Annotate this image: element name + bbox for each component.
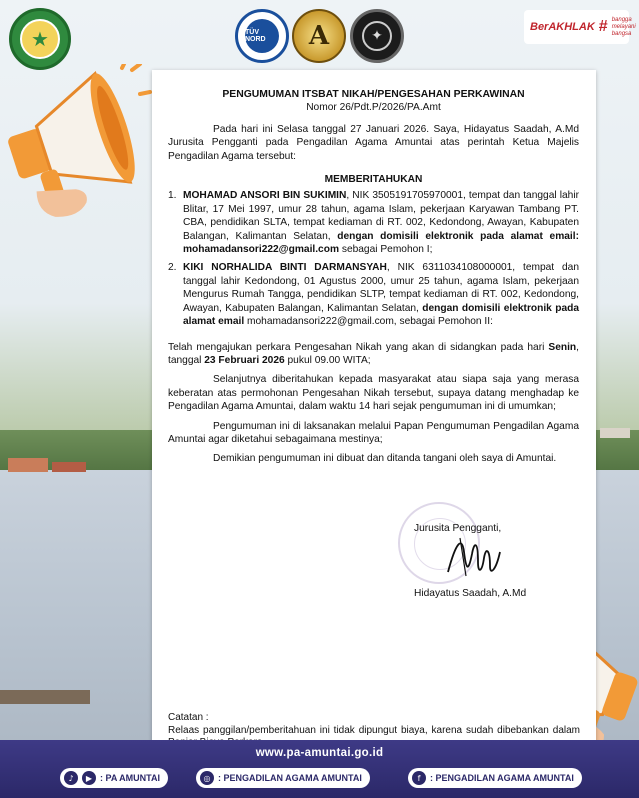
background-house <box>600 428 630 438</box>
document-title: PENGUMUMAN ITSBAT NIKAH/PENGESAHAN PERKAWINAN <box>222 89 525 100</box>
instagram-icon: ◎ <box>200 771 214 785</box>
background-house <box>52 462 86 472</box>
court-emblem-icon: ★ <box>31 27 49 51</box>
signature-block <box>414 522 526 601</box>
background-pier <box>0 690 90 704</box>
hash-icon: # <box>598 18 608 35</box>
petitioner-1-name: MOHAMAD ANSORI BIN SUKIMIN <box>183 190 347 202</box>
tiktok-icon: ♪ <box>64 771 78 785</box>
court-logo <box>9 8 71 70</box>
note: Catatan : Relaas panggilan/pemberitahuan ini tidak dipungut biaya, karena sudah dibebankan dalam <box>168 712 580 736</box>
subheading: MEMBERITAHUKAN <box>324 174 423 186</box>
tuv-certification-badge: TÜV NORD <box>235 9 289 63</box>
integrity-icon: ✦ <box>362 21 392 51</box>
petitioner-2-name: KIKI NORHALIDA BINTI DARMANSYAH <box>183 262 387 274</box>
list-item: 2. KIKI NORHALIDA BINTI DARMANSYAH, NIK 6311034108000001, tempat dan tanggal lahir Kedondong, 01 Agustus 2000, umur 25 tahun, agama Islam, pekerjaan Mengurus Rumah Tangga, pendidikan SLTP, tempat kediaman di RT. 002, Kedondong, Awayan, Kabupaten Balangan, Kalimantan Selatan, dengan domisili elektronik pada alamat email mohamadansori222@gmail.com, sebagai Pemohon II: <box>168 262 579 328</box>
facebook-icon: f <box>412 771 426 785</box>
social-facebook[interactable]: f : PENGADILAN AGAMA AMUNTAI <box>408 768 582 788</box>
accreditation-a-badge: A <box>292 9 346 63</box>
social-instagram[interactable]: ◎ : PENGADILAN AGAMA AMUNTAI <box>196 768 370 788</box>
board-paragraph: Pengumuman ini di laksanakan melalui Papan Pengumuman Pengadilan Agama Amuntai agar diketahui sebagaimana mestinya; <box>168 420 579 445</box>
background-house <box>8 458 48 472</box>
youtube-icon: ▶ <box>82 771 96 785</box>
megaphone-left-icon <box>4 64 154 224</box>
intro-paragraph: Pada hari ini Selasa tanggal 27 Januari 2026. Saya, Hidayatus Saadah, A.Md Jurusita Pengganti pada Pengadilan Agama Amuntai atas perintah Ketua Majelis Pengadilan Agama tersebut: <box>168 123 579 162</box>
announcement-document <box>152 70 596 750</box>
signer-role: Jurusita Pengganti, <box>414 523 502 534</box>
zona-integritas-badge <box>350 9 404 63</box>
hearing-paragraph: Telah mengajukan perkara Pengesahan Nikah yang akan di sidangkan pada hari Senin, tanggal 23 Februari 2026 pukul 09.00 WITA; <box>168 341 579 366</box>
closing-paragraph: Demikian pengumuman ini dibuat dan ditanda tangani oleh saya di Amuntai. <box>213 453 557 465</box>
signer-name: Hidayatus Saadah, A.Md <box>414 588 527 600</box>
case-number: Nomor 26/Pdt.P/2026/PA.Amt <box>306 102 441 114</box>
website-link[interactable]: www.pa-amuntai.go.id <box>255 747 384 759</box>
footer-bar <box>0 740 639 798</box>
list-item: 1. MOHAMAD ANSORI BIN SUKIMIN, NIK 3505191705970001, tempat dan tanggal lahir Blitar, 17 Mei 1997, umur 28 tahun, agama Islam, pekerjaan Karyawan Tambang PT. CBA, pendidikan SLTA, tempat kediaman di RT. 002, Kedondong, Awayan, Kabupaten Balangan, Kalimantan Selatan, dengan domisili elektronik pada alamat email: mohamadansori222@gmail.com sebagai Pemohon I; <box>168 190 579 256</box>
social-tiktok-youtube[interactable]: ♪ ▶ : PA AMUNTAI <box>60 768 168 788</box>
objection-paragraph: Selanjutnya diberitahukan kepada masyarakat atau siapa saja yang merasa keberatan atas permohonan Pengesahan Nikah tersebut, supaya datang menghadap ke Pengadilan Agama Amuntai, dalam waktu 14 hari sejak pengumuman ini di umumkan; <box>168 374 579 413</box>
berakhlak-logo: BerAKHLAK # bangga melayani bangsa <box>524 10 629 44</box>
